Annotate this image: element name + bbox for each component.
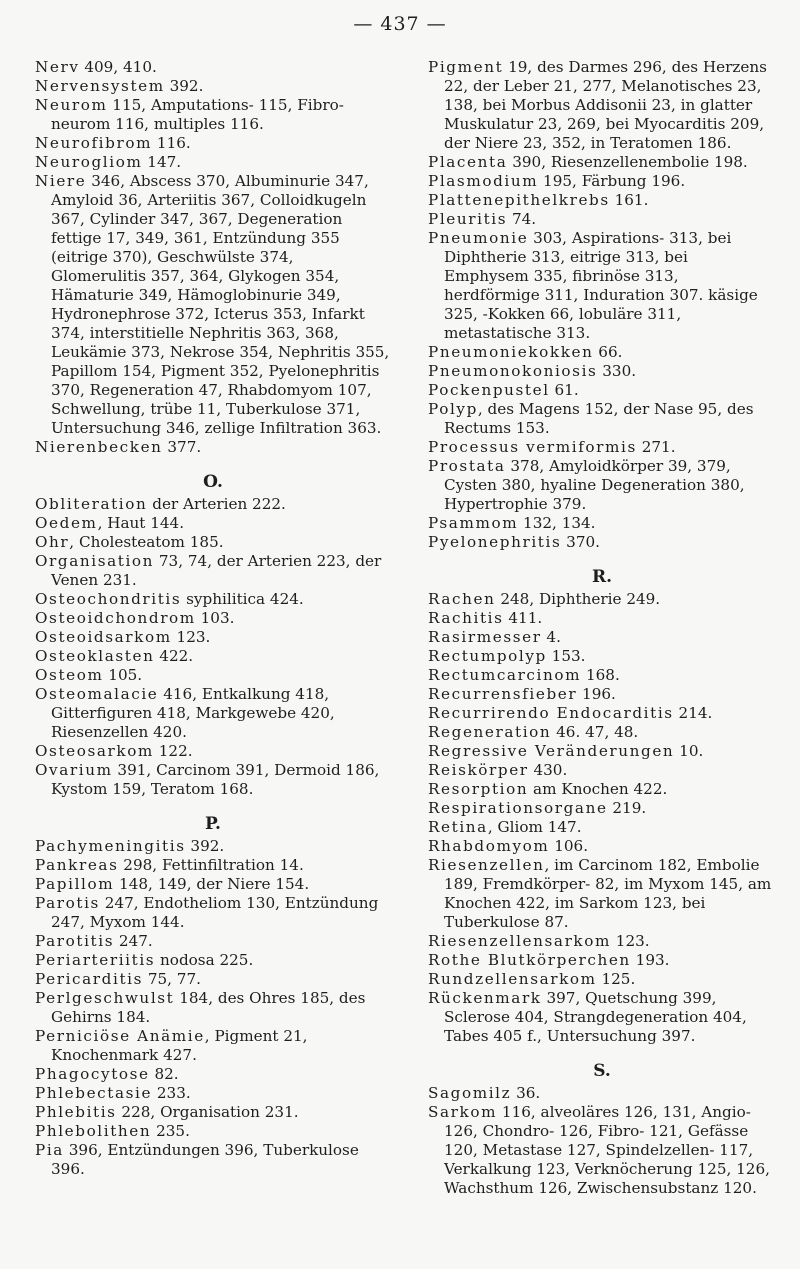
index-references: 411. — [503, 609, 543, 627]
index-term: Sagomilz — [428, 1084, 512, 1102]
index-references: 74. — [507, 210, 537, 228]
index-entry — [35, 514, 391, 533]
index-entry — [35, 647, 391, 666]
index-term: Polyp — [428, 400, 478, 418]
index-term: Phlebolithen — [35, 1122, 152, 1140]
index-references: 125. — [596, 970, 636, 988]
index-references: 422. — [154, 647, 194, 665]
index-term: Plattenepithelkrebs — [428, 191, 610, 209]
index-references: 193. — [630, 951, 670, 969]
index-entry — [35, 951, 391, 970]
index-term: Pyelonephritis — [428, 533, 562, 551]
index-entry — [428, 628, 776, 647]
index-references: 10. — [674, 742, 704, 760]
index-entry — [428, 153, 776, 172]
index-references: 123. — [610, 932, 650, 950]
index-term: Retina — [428, 818, 488, 836]
index-term: Pleuritis — [428, 210, 508, 228]
index-term: Pneumonokoniosis — [428, 362, 598, 380]
index-references: 46. 47, 48. — [551, 723, 639, 741]
index-column-left — [35, 58, 391, 1179]
index-references: 4. — [541, 628, 561, 646]
index-term: Regeneration — [428, 723, 552, 741]
index-entry — [35, 856, 391, 875]
index-term: Neurofibrom — [35, 134, 153, 152]
index-term: Rasirmesser — [428, 628, 542, 646]
index-term: Reiskörper — [428, 761, 529, 779]
index-entry — [428, 856, 776, 932]
index-entry — [428, 1103, 776, 1198]
index-entry — [428, 457, 776, 514]
index-references: 330. — [597, 362, 637, 380]
index-references: der Arterien 222. — [147, 495, 286, 513]
index-references: 106. — [549, 837, 589, 855]
index-term: Nierenbecken — [35, 438, 163, 456]
index-entry — [428, 970, 776, 989]
index-entry — [428, 951, 776, 970]
index-term: Osteochondritis — [35, 590, 182, 608]
index-references: 377. — [162, 438, 202, 456]
index-references: 161. — [609, 191, 649, 209]
index-term: Pneumoniekokken — [428, 343, 594, 361]
index-term: Papillom — [35, 875, 115, 893]
index-term: Pigment — [428, 58, 504, 76]
index-entry — [428, 837, 776, 856]
index-entry — [428, 761, 776, 780]
index-term: Phlebectasie — [35, 1084, 153, 1102]
index-term: Osteomalacie — [35, 685, 159, 703]
index-term: Osteoklasten — [35, 647, 155, 665]
index-entry — [428, 932, 776, 951]
index-term: Riesenzellensarkom — [428, 932, 611, 950]
index-term: Phagocytose — [35, 1065, 150, 1083]
index-entry — [35, 970, 391, 989]
index-term: Psammom — [428, 514, 519, 532]
index-entry — [428, 438, 776, 457]
index-references: 396, Entzündungen 396, Tuberkulose 396. — [51, 1141, 359, 1178]
index-references: 36. — [511, 1084, 541, 1102]
index-entry — [35, 1065, 391, 1084]
index-term: Neurom — [35, 96, 108, 114]
index-entry — [428, 704, 776, 723]
index-references: , Pigment 21, Knochenmark 427. — [51, 1027, 308, 1064]
index-term: Perlgeschwulst — [35, 989, 175, 1007]
index-references: 105. — [103, 666, 143, 684]
index-references: 61. — [549, 381, 579, 399]
index-entry — [35, 96, 391, 134]
index-term: Rhabdomyom — [428, 837, 550, 855]
index-entry — [35, 58, 391, 77]
index-term: Osteosarkom — [35, 742, 154, 760]
index-references: 132, 134. — [518, 514, 596, 532]
index-references: 248, Diphtherie 249. — [495, 590, 661, 608]
index-entry — [35, 172, 391, 438]
index-entry — [428, 210, 776, 229]
index-references: nodosa 225. — [155, 951, 254, 969]
index-entry — [428, 647, 776, 666]
index-entry — [428, 685, 776, 704]
index-entry — [428, 590, 776, 609]
index-entry — [428, 514, 776, 533]
index-references: 73, 74, der Arterien 223, der Venen 231. — [51, 552, 382, 589]
index-references: 416, Entkalkung 418, Gitterfiguren 418, Markgewebe 420, Riesenzellen 420. — [51, 685, 335, 741]
index-term: Processus vermiformis — [428, 438, 637, 456]
index-references: 66. — [593, 343, 623, 361]
index-entry — [428, 609, 776, 628]
index-references: 116. — [152, 134, 191, 152]
index-references: , Cholesteatom 185. — [69, 533, 224, 551]
index-entry — [35, 1103, 391, 1122]
index-term: Riesenzellen — [428, 856, 545, 874]
index-entry — [428, 1084, 776, 1103]
index-references: , im Carcinom 182, Embolie 189, Fremdkörper- 82, im Myxom 145, am Knochen 422, im Sarkom 123, bei Tuberkulose 87. — [444, 856, 772, 931]
index-term: Placenta — [428, 153, 508, 171]
index-entry — [428, 58, 776, 153]
index-term: Plasmodium — [428, 172, 539, 190]
index-references: 116, alveoläres 126, 131, Angio- 126, Chondro- 126, Fibro- 121, Gefässe 120, Metastase 127, Spindelzellen- 117, Verkalkung 123, Verknöcherung 125, 126, Wachsthum 126, Zwischensubstanz 120. — [444, 1103, 770, 1197]
index-references: 235. — [151, 1122, 190, 1140]
index-entry — [35, 134, 391, 153]
index-entry — [428, 799, 776, 818]
index-entry — [428, 666, 776, 685]
index-entry — [35, 628, 391, 647]
index-entry — [35, 533, 391, 552]
index-term: Niere — [35, 172, 87, 190]
index-references: 228, Organisation 231. — [116, 1103, 299, 1121]
index-term: Regressive Veränderungen — [428, 742, 675, 760]
index-entry — [35, 932, 391, 951]
index-term: Rothe Blutkörperchen — [428, 951, 631, 969]
section-letter: P. — [205, 814, 221, 834]
page-number: — 437 — — [353, 13, 447, 35]
index-references: 123. — [171, 628, 211, 646]
index-references: 75, 77. — [143, 970, 201, 988]
index-term: Nervensystem — [35, 77, 165, 95]
index-term: Rectumpolyp — [428, 647, 547, 665]
index-term: Resorption — [428, 780, 529, 798]
index-entry — [35, 552, 391, 590]
index-term: Pneumonie — [428, 229, 529, 247]
index-references: 82. — [149, 1065, 179, 1083]
index-references: 378, Amyloidkörper 39, 379, Cysten 380, hyaline Degeneration 380, Hypertrophie 379. — [444, 457, 745, 513]
index-entry — [428, 742, 776, 761]
index-entry — [35, 609, 391, 628]
index-term: Respirationsorgane — [428, 799, 608, 817]
index-references: 19, des Darmes 296, des Herzens 22, der Leber 21, 277, Melanotisches 23, 138, bei Morbus Addisonii 23, in glatter Muskulatur 23, 269, bei Myocarditis 209, der Niere 23, 352, in Teratomen 186. — [444, 58, 767, 152]
index-references: 247. — [114, 932, 153, 950]
index-references: 168. — [581, 666, 620, 684]
index-entry — [428, 172, 776, 191]
index-references: , Gliom 147. — [487, 818, 582, 836]
section-letter: O. — [203, 472, 223, 492]
index-term: Parotitis — [35, 932, 115, 950]
index-entry — [35, 894, 391, 932]
index-entry — [35, 989, 391, 1027]
index-entry — [428, 533, 776, 552]
index-term: Obliteration — [35, 495, 148, 513]
index-term: Recurrensfieber — [428, 685, 578, 703]
index-column-right — [428, 58, 776, 1198]
index-entry — [35, 153, 391, 172]
index-references: , Haut 144. — [97, 514, 185, 532]
index-term: Neurogliom — [35, 153, 143, 171]
index-references: 271. — [636, 438, 676, 456]
index-term: Pericarditis — [35, 970, 143, 988]
index-entry — [35, 1084, 391, 1103]
index-references: 148, 149, der Niere 154. — [114, 875, 310, 893]
index-references: 247, Endotheliom 130, Entzündung 247, Myxom 144. — [51, 894, 379, 931]
index-references: 153. — [546, 647, 586, 665]
index-term: Prostata — [428, 457, 506, 475]
index-references: 303, Aspirations- 313, bei Diphtherie 313, eitrige 313, bei Emphysem 335, fibrinöse 313, herdförmige 311, Induration 307. käsige 325, -Kokken 66, lobuläre 311, metastatische 313. — [444, 229, 758, 342]
index-entry — [35, 742, 391, 761]
index-entry — [35, 666, 391, 685]
index-references: 115, Amputations- 115, Fibro-neurom 116, multiples 116. — [51, 96, 344, 133]
index-entry — [35, 875, 391, 894]
index-term: Pockenpustel — [428, 381, 550, 399]
index-term: Rundzellensarkom — [428, 970, 597, 988]
index-term: Recurrirendo Endocarditis — [428, 704, 674, 722]
index-term: Phlebitis — [35, 1103, 117, 1121]
index-references: 392. — [185, 837, 225, 855]
index-entry — [428, 400, 776, 438]
index-references: 103. — [195, 609, 235, 627]
index-term: Osteom — [35, 666, 104, 684]
index-entry — [428, 229, 776, 343]
index-references: 346, Abscess 370, Albuminurie 347, Amyloid 36, Arteriitis 367, Colloidkugeln 367, Cylinder 347, 367, Degeneration fettige 17, 349, 361, Entzündung 355 (eitrige 370), Geschwülste 374, Glomerulitis 357, 364, Glykogen 354, Hämaturie 349, Hämoglobinurie 349, Hydronephrose 372, Icterus 353, Infarkt 374, interstitielle Nephritis 363, 368, Leukämie 373, Nekrose 354, Nephritis 355, Papillom 154, Pigment 352, Pyelonephritis 370, Regeneration 47, Rhabdomyom 107, Schwellung, trübe 11, Tuberkulose 371, Untersuchung 346, zellige Infiltration 363. — [51, 172, 390, 437]
index-entry — [35, 77, 391, 96]
section-letter: R. — [591, 567, 613, 587]
index-references: 147. — [142, 153, 182, 171]
index-entry — [35, 761, 391, 799]
index-term: Parotis — [35, 894, 100, 912]
index-term: Ovarium — [35, 761, 113, 779]
index-entry — [35, 685, 391, 742]
index-references: 370. — [561, 533, 600, 551]
index-entry — [35, 837, 391, 856]
index-references: 391, Carcinom 391, Dermoid 186, Kystom 159, Teratom 168. — [51, 761, 380, 798]
index-entry — [428, 343, 776, 362]
index-references: am Knochen 422. — [528, 780, 668, 798]
index-references: 196. — [577, 685, 616, 703]
index-entry — [428, 191, 776, 210]
index-term: Pia — [35, 1141, 64, 1159]
index-entry — [428, 818, 776, 837]
index-entry — [428, 780, 776, 799]
index-references: 397, Quetschung 399, Sclerose 404, Strangdegeneration 404, Tabes 405 f., Untersuchung 397. — [444, 989, 747, 1045]
index-term: Rachitis — [428, 609, 504, 627]
index-term: Organisation — [35, 552, 155, 570]
index-term: Osteoidsarkom — [35, 628, 172, 646]
index-term: Rachen — [428, 590, 496, 608]
index-references: 214. — [673, 704, 713, 722]
index-references: 430. — [528, 761, 568, 779]
index-references: 392. — [164, 77, 204, 95]
index-entry — [35, 1141, 391, 1179]
index-term: Oedem — [35, 514, 98, 532]
index-term: Pachymeningitis — [35, 837, 186, 855]
index-entry — [35, 495, 391, 514]
index-term: Perniciöse Anämie — [35, 1027, 205, 1045]
index-references: , des Magens 152, der Nase 95, des Rectums 153. — [444, 400, 754, 437]
index-references: 219. — [607, 799, 647, 817]
index-references: 298, Fettinfiltration 14. — [118, 856, 304, 874]
index-term: Ohr — [35, 533, 70, 551]
index-entry — [35, 438, 391, 457]
index-entry — [35, 1027, 391, 1065]
index-entry — [35, 1122, 391, 1141]
index-references: 122. — [153, 742, 193, 760]
index-references: 390, Riesenzellenembolie 198. — [507, 153, 748, 171]
section-letter: S. — [593, 1061, 611, 1081]
index-references: 184, des Ohres 185, des Gehirns 184. — [51, 989, 366, 1026]
index-entry — [428, 723, 776, 742]
index-references: 195, Färbung 196. — [538, 172, 686, 190]
index-references: syphilitica 424. — [181, 590, 304, 608]
index-term: Rückenmark — [428, 989, 542, 1007]
index-entry — [428, 381, 776, 400]
index-entry — [428, 989, 776, 1046]
index-term: Rectumcarcinom — [428, 666, 582, 684]
index-entry — [35, 590, 391, 609]
index-references: 233. — [152, 1084, 191, 1102]
index-references: 409, 410. — [79, 58, 157, 76]
index-entry — [428, 362, 776, 381]
index-term: Pankreas — [35, 856, 119, 874]
index-term: Nerv — [35, 58, 80, 76]
index-term: Osteoidchondrom — [35, 609, 196, 627]
index-term: Periarteriitis — [35, 951, 156, 969]
index-term: Sarkom — [428, 1103, 498, 1121]
